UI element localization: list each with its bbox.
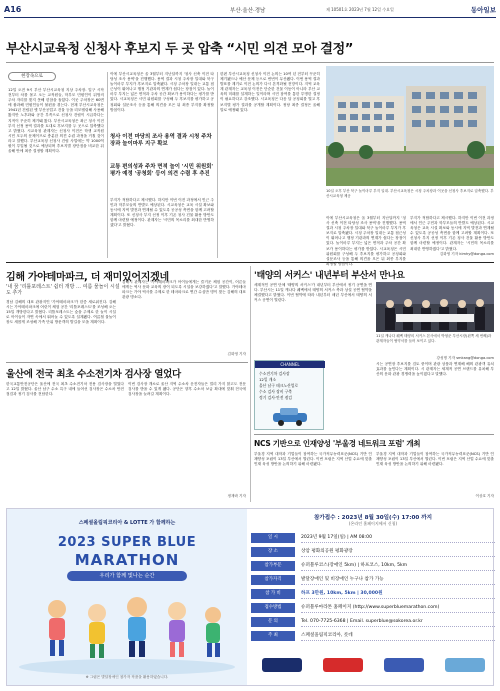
ncs-headline[interactable]: NCS 기반으로 인재양성 '부울경 네트워크 포럼' 개최 (254, 439, 421, 448)
ad-row-label: 참 가 비 (251, 589, 295, 599)
infobox-item: 수소전기차 검사장 (259, 371, 290, 376)
ad-row-label: 참가부문 (251, 561, 295, 571)
ad-registration-note: (온라인 홈페이지에서 신청) (348, 521, 398, 526)
lead-subhead-2: 교통 편의성과 주차 면적 놀이 '시민 위원회' 평가 예정 '공청회' 등이 의견 수렴 후 추진 (110, 164, 214, 177)
hydrogen-car-icon (271, 405, 309, 427)
column-rule (217, 72, 218, 258)
lead-photo-caption: 10일 오후 부산 북구 놀이마루 부지 일대. 부산시교육청은 시청 주차장과 이곳을 신청사 후보지로 압축했다. 부산시교육청 제공 (326, 189, 494, 198)
ad-row-value: 2023년 9월 17일(일) | AM 08:00 (301, 533, 495, 543)
ncs-body-cont: 부울경 지역 대학과 기업들이 참여하는 국가직무능력표준(NCS) 기반 인재양성 포럼이 13일 부산에서 열린다. 이번 포럼은 지역 산업 수요에 맞춘 인재 육성 방안을 논의하기 위해 마련됐다. (376, 452, 494, 467)
lead-body-col6: 부지가 적합하다고 제시했다. 하지만 이번 이전 과정에서 인근 주민과 학부모들의 반발도 예상된다. 시교육청은 교육 시설 확보와 동시에 지역 발전과 연계될 수 있도록 공공성 측면을 함께 고려할 계획이다. 또 신청사 부지 선정 이후 기존 청사 건물 활용 방안도 함께 마련할 예정이다. 관계자는 '시민의 목소리를 최대한 반영하겠다'고 밝혔다. (410, 216, 494, 251)
marathon-advertisement[interactable] (6, 508, 494, 686)
lead-headline[interactable]: 부산시교육청 신청사 후보지 두 곳 압축 “시민 의견 모아 결정” (6, 42, 353, 57)
divider (6, 362, 248, 363)
gimhae-headline[interactable]: 김해 가야테마파크, 더 재미있어지겠네 (6, 272, 169, 283)
lotte-logo (323, 658, 363, 672)
ad-row-value: 슈퍼블루코스(장애인 5km) | 하프코스, 10km, 5km (301, 561, 495, 571)
ncs-body: 부울경 지역 대학과 기업들이 참여하는 국가직무능력표준(NCS) 기반 인재양성 포럼이 13일 부산에서 열린다. 이번 포럼은 지역 산업 수요에 맞춘 인재 육성 방안을 논의하기 위해 마련됐다. (254, 452, 372, 467)
ad-footnote: ※ 그림은 발달장애인 참가자 작품을 활용하였습니다. (85, 675, 169, 679)
section-title: 부산·울산·경남 (230, 8, 266, 14)
cirque-photo (376, 282, 494, 332)
ad-row-label: 장 소 (251, 547, 295, 557)
ulsan-body-b: 이번 검사장 개소로 울산 지역 수소차 운전자들은 멀리 가지 않고도 전문 검사를 받을 수 있게 됐다. 공단은 향후 수소차 보급 확대에 맞춰 전국에 검사장을 늘려갈 계획이다. (128, 382, 246, 397)
marathon-info-panel (251, 509, 495, 685)
ad-row-label: 일 시 (251, 533, 295, 543)
column-rule (107, 72, 108, 258)
ulsan-headline[interactable]: 울산에 전국 최초 수소전기차 검사장 열었다 (6, 369, 181, 380)
ad-row-value: 상암 평화의공원 평화광장 (301, 547, 495, 557)
hydrogen-infobox (254, 360, 324, 430)
ad-row-label: 문 의 (251, 617, 295, 627)
signing-ceremony-photo (376, 282, 494, 332)
ad-tagline: 우리가 함께 빛나는 순간 (67, 571, 187, 581)
partner-logo (384, 658, 424, 672)
lead-body-col1: 12일 오전 9시 부산 부산시교육청 지상 주차장. 입구 시작 전부터 차를 몰고 오는 교직원들, 학부모 민원인이 뒤엉켜 주차 자리를 찾지 못해 한참을 돌았다. 이곳 주차장은 60면에 불과해 민원인들이 불편을 겪는다. 현재 부산시교육청은 1941년 건립된 옛 부산공업고 건물 등을 리모델링해 사용해왔지만 노후화와 공간 부족으로 신청사 건립이 시급하다는 지적이 꾸준히 제기돼 왔다. 부산시교육청은 최근 청사 이전 부지 선정 용역 결과를 토대로 후보지를 두 곳으로 압축했다고 밝혔다. 시교육청 관계자는 신청사 이전은 학생 교직원 시민 모두의 문제이므로 충분한 의견 수렴 과정을 거칠 것이라고 말했다. 부산교육청 신청사 건립 사업에는 약 1000억 원이 투입될 것으로 예상되며 후보지별 장단점을 비교한 뒤 올해 안에 최종 결정할 계획이다. (8, 88, 104, 154)
ad-row-value[interactable]: Tel. 070-7725-6368 | Email. superblue@sokorea.or.kr (301, 617, 495, 627)
ad-registration: 참가접수 : 2023년 8월 30일(수) 17:00 까지 (313, 515, 433, 521)
cirque-byline: 강성명 기자 smkang@donga.com (436, 356, 494, 360)
infobox-item: 울산 남구 테크노산업로 (259, 383, 299, 388)
cirque-body-a: 세계적인 공연 단체 '태양의 서커스'가 내년부터 부산에서 정기 공연을 연다. 부산시는 11일 캐나다 퀘벡에서 태양의 서커스 측과 상설 공연 협약을 체결했다고 밝혔다. 이번 협약에 따라 내년부터 매년 부산에서 태양의 서커스 공연이 열린다. (254, 283, 372, 303)
lead-subhead-1: 청사 이전 마당의 조사 용역 결과 시청 주차장과 놀이마루 지구 확보 (110, 134, 212, 147)
ad-row-label: 참가자격 (251, 575, 295, 585)
infobox-item: 12일 개소 (259, 377, 277, 382)
marathon-poster (7, 509, 247, 685)
reporter-badge: 현장속으로 (8, 72, 56, 81)
masthead (4, 4, 496, 18)
partner-logo (445, 658, 485, 672)
school-building-photo (326, 66, 494, 186)
divider (6, 62, 494, 63)
ad-row-value: 하프 3만원, 10km, 5km | 30,000원 (301, 589, 495, 599)
ad-title: MARATHON (74, 551, 180, 569)
newspaper-logo: 동아일보 (470, 6, 496, 14)
cirque-body-b: 시는 공연장 후보지를 검토 중이며 관광 상품과 연계해 해외 관광객 유치 효과를 높인다는 계획이다. 시 관계자는 세계적 공연 브랜드를 유치해 부산의 문화 관광 경쟁력을 높이겠다고 말했다. (376, 362, 494, 377)
ad-row-value: 스페셜올림픽코리아, 롯데 (301, 631, 495, 641)
ncs-byline: 이상호 기자 (475, 494, 494, 498)
lead-byline: 김화영 기자 kimhy@donga.com (439, 252, 494, 256)
gimhae-subhead: '내 꿈 '리틀포레스트' 쉽터 개방 … 여름 물놀이 시설도 추가 (6, 284, 120, 297)
divider (254, 434, 494, 435)
gimhae-byline: 김화영 기자 (227, 352, 246, 356)
ulsan-body-a: 한국교통안전공단은 울산에 전국 최초 수소전기차 전용 검사장을 열었다고 12일 밝혔다. 울산 남구 수소 특구 내에 들어선 검사장은 수소차 안전 점검과 정기 검사를 전담한다. (6, 382, 124, 397)
column-rule (250, 266, 251, 502)
ad-logo-strip (251, 651, 495, 679)
lead-body-col5: 이에 부산시교육청은 올 3월부터 지난달까지 '청사 신축 이전 타당성 조사 용역'을 진행했다. 용역 결과 시청 주차장 일대와 북구 놀이마루 부지가 후보지로 압축됐다. 시청 주차장 일대는 교통 접근성이 뛰어나고 행정 기관과의 연계가 쉽다는 장점이 있다. 놀이마루 부지는 넓은 면적과 주차 공간 확보가 용이하다는 평가를 받았다. 시교육청은 시민 위원회를 구성해 두 후보지를 평가하고 공청회와 설문조사 등을 통해 의견을 모은 뒤 최종 부지를 확정할 방침이다. (326, 216, 406, 266)
lead-body-col4: 한편 부산시교육청 신청사 이전 논의는 10여 년 전부터 꾸준히 제기됐으나 예산 문제 등으로 번번이 무산됐다. 이번 용역 결과 발표를 계기로 이전 논의가 다시 본격화될 전망이다. 지역 교육계 관계자는 교육청 이전은 단순한 건물 이동이 아니라 부산 교육의 미래를 설계하는 일이라며 시민 참여를 통한 투명한 결정이 필요하다고 강조했다. 시교육청은 다음 달 공청회를 열고 후보지별 평가 결과를 공개할 계획이다. 정당 최종 결정은 올해 말로 예정돼 있다. (220, 72, 320, 112)
page-number: A16 (4, 5, 22, 14)
infobox-item: 수소 검사 장비 구축 (259, 389, 292, 394)
runners-illustration (17, 587, 237, 673)
infobox-title: CHANNEL (255, 361, 325, 368)
lead-body-col3: 부지가 적합하다고 제시했다. 하지만 이번 이전 과정에서 인근 주민과 학부모들의 반발도 예상된다. 시교육청은 교육 시설 확보와 동시에 지역 발전과 연계될 수 있도록 공공성 측면을 함께 고려할 계획이다. 또 신청사 부지 선정 이후 기존 청사 건물 활용 방안도 함께 마련할 예정이다. 관계자는 '시민의 목소리를 최대한 반영하겠다'고 밝혔다. (110, 198, 214, 228)
special-olympics-logo (262, 658, 302, 672)
ad-row-label: 주 최 (251, 631, 295, 641)
section-rule (6, 262, 494, 263)
cirque-body-cont (376, 362, 494, 430)
ad-row-label: 접수방법 (251, 603, 295, 613)
lead-photo (326, 66, 494, 186)
infobox-item: 정기 검사·안전 점검 (259, 395, 292, 400)
cirque-headline[interactable]: '태양의 서커스' 내년부터 부산서 만나요 (254, 271, 405, 281)
ad-year-title: 2023 SUPER BLUE (57, 535, 197, 550)
gimhae-body-a: 경남 김해의 대표 관광지인 '가야테마파크'가 한층 새로워진다. 김해시는 가야테마파크에 어린이 체험 공간 '리틀포레스트'를 조성해 오는 15일 개방한다고 밝혔다. 리틀포레스트는 숲을 주제로 한 놀이 시설로 아이들이 자연 속에서 뛰어놀 수 있도록 설계됐다. 여름철 물놀이장도 새롭게 조성해 가족 단위 방문객의 발길을 모을 계획이다. (6, 300, 116, 325)
ulsan-byline: 정재락 기자 (227, 494, 246, 498)
issue-info: 제 10501호 2023년 7월 12일 수요일 (326, 7, 394, 12)
lead-body-col2: 이에 부산시교육청은 올 3월부터 지난달까지 '청사 신축 이전 타당성 조사 용역'을 진행했다. 용역 결과 시청 주차장 일대와 북구 놀이마루 부지가 후보지로 압축됐다. 시청 주차장 일대는 교통 접근성이 뛰어나고 행정 기관과의 연계가 쉽다는 장점이 있다. 놀이마루 부지는 넓은 면적과 주차 공간 확보가 용이하다는 평가를 받았다. 시교육청은 시민 위원회를 구성해 두 후보지를 평가하고 공청회와 설문조사 등을 통해 의견을 모은 뒤 최종 부지를 확정할 방침이다. (110, 72, 214, 112)
ad-sponsor: 스페셜올림픽코리아 & LOTTE 가 함께하는 (78, 520, 176, 526)
ad-row-value: 발달장애인 및 비장애인 누구나 참가 가능 (301, 575, 495, 585)
ad-row-value[interactable]: 슈퍼블루마라톤 홈페이지 (http://www.superbluemarathon.com) (301, 603, 495, 613)
gimhae-body-b: 김해시 관계자는 '가야테마파크가 아이들에게는 즐거운 체험 공간이, 어른들에게는 역사 문화 교육의 장이 되도록 시설을 보강하겠다'고 말했다. 가야테마파크는 가야 역사를 주제로 한 테마파크로 연간 수십만 명이 찾는 김해의 대표 관광 명소다. (122, 280, 246, 300)
cirque-photo-caption: 11일 캐나다 퀘벡 태양의 서커스 본사에서 박형준 부산시장(왼쪽 세 번째)과 관계자들이 협약서를 들어 보이고 있다. (376, 334, 492, 343)
